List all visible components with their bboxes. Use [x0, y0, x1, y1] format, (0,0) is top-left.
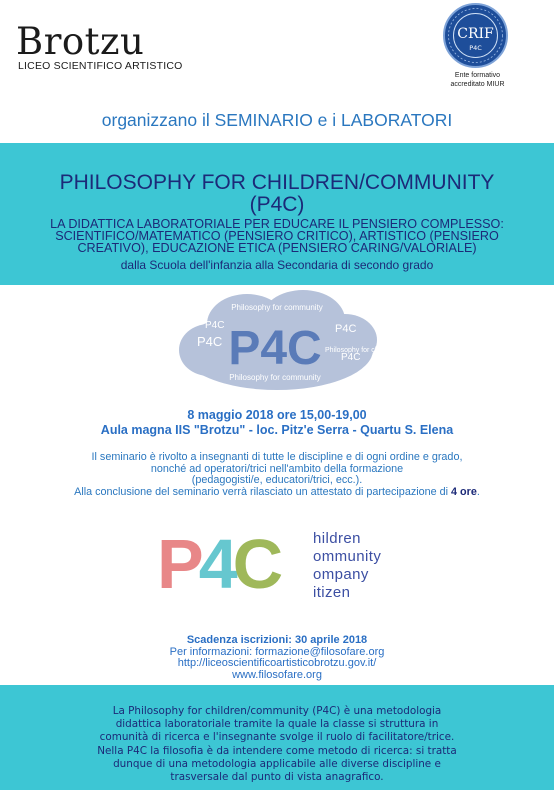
page-title: [0, 172, 554, 216]
cloud-small-p4c-3: P4C: [335, 323, 357, 335]
subtitle-line1: LA DIDATTICA LABORATORIALE PER EDUCARE IL PENSIERO COMPLESSO:: [50, 217, 504, 231]
cloud-phrase-bottom: Philosophy for community: [229, 373, 321, 382]
info-line2: nonché ad operatori/trici nell'ambito della formazione: [150, 462, 404, 475]
seal-sub: P4C: [469, 44, 482, 52]
logo-word-company: ompany: [313, 566, 369, 583]
event-date: 8 maggio 2018 ore 15,00-19,00: [187, 408, 367, 422]
schools-line: dalla Scuola dell'infanzia alla Secondaria di secondo grado: [120, 258, 434, 272]
description-line3: comunità di ricerca e l'insegnante svolge il ruolo di facilitatore/trice.: [99, 731, 455, 744]
seal-caption-line2: accreditato MIUR: [450, 80, 505, 88]
p4c-logo-words: [313, 530, 381, 602]
logo-letter-4: 4: [198, 525, 233, 603]
registration-deadline: Scadenza iscrizioni: 30 aprile 2018: [186, 634, 368, 646]
seal-text: CRIF: [457, 26, 494, 42]
school-name: Brotzu: [16, 20, 145, 63]
organizers-heading: organizzano il SEMINARIO e i LABORATORI: [101, 110, 453, 130]
description-line2: didattica laboratoriale tramite la quale la classe si struttura in: [115, 718, 439, 731]
description-line4: Nella P4C la filosofia è da intendere come metodo di ricerca: si tratta: [97, 744, 457, 757]
description-line1: La Philosophy for children/community (P4C) è una metodologia: [112, 705, 442, 717]
subtitle-line3: CREATIVO), EDUCAZIONE ETICA (PENSIERO CARING/VALORIALE): [77, 241, 477, 255]
contact-website[interactable]: www.filosofare.org: [232, 668, 322, 681]
info-line4-prefix: Alla conclusione del seminario verrà rilasciato un attestato di partecipazione di: [74, 485, 449, 498]
info-line4-suffix: .: [476, 485, 480, 498]
cloud-small-p4c-4: P4C: [341, 352, 361, 363]
description-line6: trasversale dal punto di vista anagrafico.: [170, 771, 384, 784]
brotzu-logo: [16, 22, 182, 72]
cloud-small-p4c-1: P4C: [205, 320, 225, 331]
info-hours: 4 ore: [451, 485, 477, 498]
p4c-word-cloud: [175, 288, 396, 400]
cloud-phrase-top: Philosophy for community: [231, 303, 323, 312]
cloud-main-text: P4C: [228, 322, 322, 375]
contacts: [0, 647, 554, 681]
title-line1: PHILOSOPHY FOR CHILDREN/COMMUNITY: [59, 171, 495, 194]
info-line1: Il seminario è rivolto a insegnanti di tutte le discipline e di ogni ordine e grado,: [91, 451, 463, 463]
header: [0, 0, 554, 100]
logo-letter-c: C: [232, 525, 279, 603]
subtitle: [20, 218, 534, 254]
school-subtitle: LICEO SCIENTIFICO ARTISTICO: [18, 60, 183, 72]
logo-word-citizen: itizen: [313, 584, 351, 601]
title-line2: (P4C): [249, 193, 305, 216]
crif-seal-logo: [443, 3, 508, 68]
subtitle-line2: SCIENTIFICO/MATEMATICO (PENSIERO CRITICO), ARTISTICO (PENSIERO: [55, 229, 499, 243]
logo-word-children: hildren: [313, 530, 361, 547]
contact-email: Per informazioni: formazione@filosofare.org: [169, 646, 385, 658]
seal-caption-line1: Ente formativo: [454, 72, 501, 79]
contact-school-url[interactable]: http://liceoscientificoartisticobrotzu.gov.it/: [177, 657, 377, 670]
cloud-small-p4c-2: P4C: [197, 334, 223, 349]
description-line5: dunque di una metodologia applicabile alle diverse discipline e: [113, 757, 441, 770]
seminar-info: [40, 452, 514, 498]
crif-seal-graphic: [445, 5, 506, 66]
cloud-phrase-alt: Philosophy for children: [325, 347, 396, 354]
description: [62, 705, 492, 784]
logo-word-community: ommunity: [313, 548, 382, 565]
info-line4: [40, 487, 514, 499]
logo-letter-p: P: [157, 525, 199, 603]
seal-caption: [430, 72, 525, 89]
p4c-logo: [157, 524, 397, 610]
info-line3: (pedagogisti/e, educatori/trici, ecc.).: [191, 474, 363, 486]
p4c-logo-letters: [157, 524, 278, 604]
event-place: Aula magna IIS "Brotzu" - loc. Pitz'e Serra - Quartu S. Elena: [100, 423, 454, 437]
